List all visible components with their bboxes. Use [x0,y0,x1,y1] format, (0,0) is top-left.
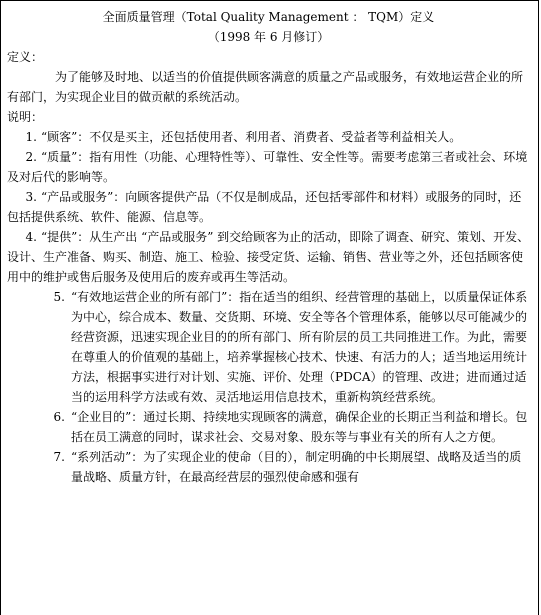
note-item-number: 1. [25,130,37,144]
definition-label: 定义： [7,50,44,64]
note-item-4 [7,227,530,287]
document-title: 全面质量管理（Total Quality Management ： TQM）定义 [102,10,435,24]
note-item-text: “有效地运营企业的所有部门”：指在适当的组织、经营管理的基础上，以质量保证体系为中心，综合成本、数量、交货期、环境、安全等各个管理体系，能够以尽可能减少的经营资源，迅速实现企业目的的所有部门、所有阶层的员工共同推进工作。为此，需要在尊重人的价值观的基础上，培养掌握核心技术、快速、有活力的人；适当地运用统计方法，根据事实进行对计划、实施、评价、处理（PDCA）的管理、改进；进而通过适当的运用科学方法或有效、灵活地运用信息技术，重新构筑经营系统。 [71,290,528,404]
note-item-5 [7,287,530,407]
note-item-6 [7,407,530,447]
note-item-text: “企业目的”：通过长期、持续地实现顾客的满意，确保企业的长期正当利益和增长。包括在员工满意的同时，谋求社会、交易对象、股东等与事业有关的所有人之方便。 [71,410,528,444]
definition-text: 为了能够及时地、以适当的价值提供顾客满意的质量之产品或服务，有效地运营企业的所有部门，为实现企业目的做贡献的系统活动。 [7,70,524,104]
note-item-text: “质量”：指有用性（功能、心理特性等）、可靠性、安全性等。需要考虑第三者或社会、环境及对后代的影响等。 [7,150,528,184]
note-item-text: “系列活动”：为了实现企业的使命（目的），制定明确的中长期展望、战略及适当的质量战略、质量方针，在最高经营层的强烈使命感和强有 [71,450,522,484]
note-item-2 [7,147,530,187]
note-item-number: 5. [53,290,65,304]
note-item-number: 3. [25,190,37,204]
note-item-7 [7,447,530,487]
note-item-text: “产品或服务”：向顾客提供产品（不仅是制成品，还包括零部件和材料）或服务的同时，还包括提供系统、软件、能源、信息等。 [7,190,522,224]
note-item-number: 4. [25,230,37,244]
note-item-number: 6. [53,410,65,424]
note-item-text: “提供”：从生产出 “产品或服务” 到交给顾客为止的活动，即除了调查、研究、策划、开发、设计、生产准备、购买、制造、施工、检验、接受定货、运输、销售、营业等之外，还包括顾客使用中的维护或售后服务及使用后的废弃或再生等活动。 [7,230,530,284]
note-item-text: “顾客”：不仅是买主，还包括使用者、利用者、消费者、受益者等利益相关人。 [41,130,462,144]
document-subtitle: （1998 年 6 月修订） [207,30,330,44]
notes-label: 说明： [7,110,44,124]
note-item-number: 7. [53,450,65,464]
note-item-1 [7,127,530,147]
note-item-3 [7,187,530,227]
note-item-number: 2. [25,150,37,164]
